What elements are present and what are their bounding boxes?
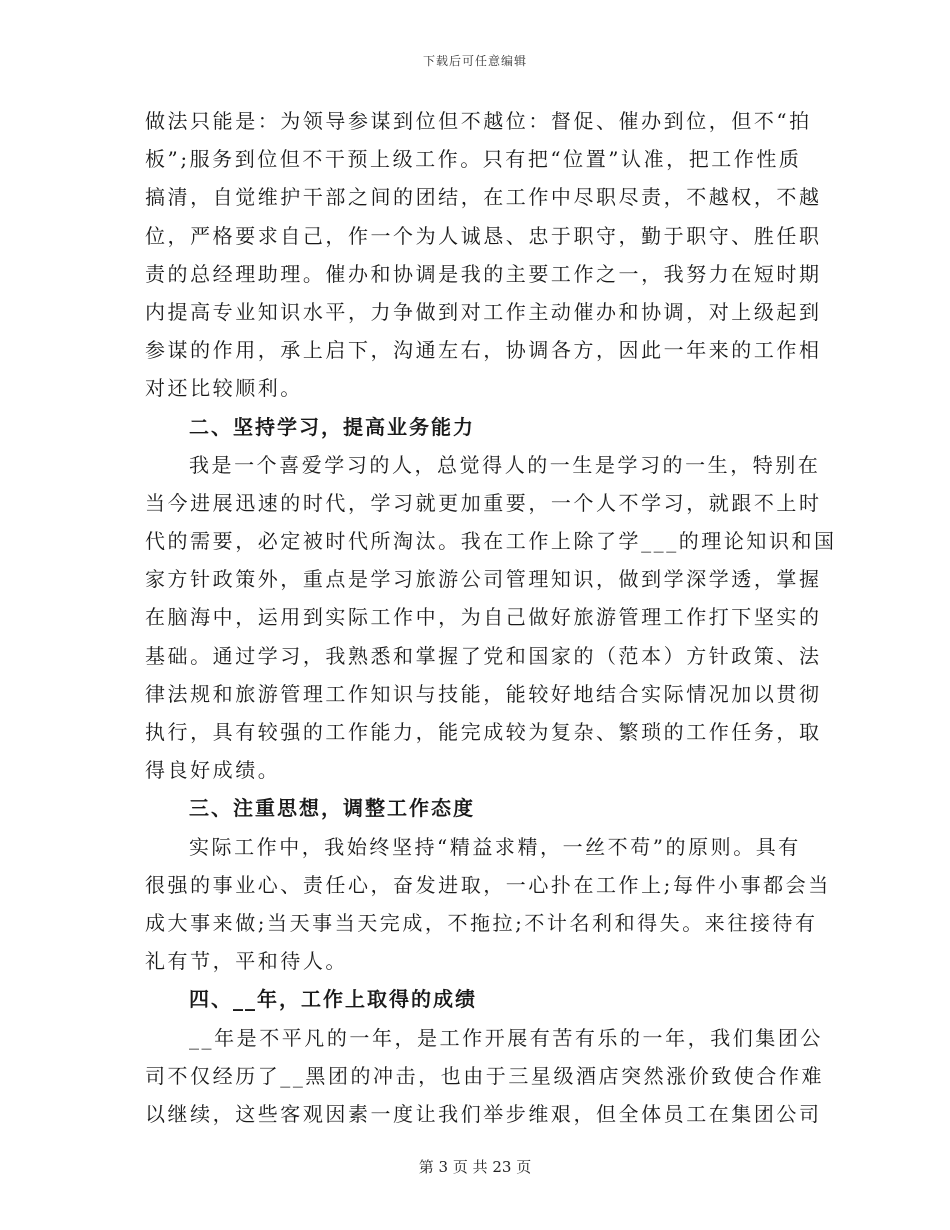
paragraph-line: 当今进展迅速的时代，学习就更加重要，一个人不学习，就跟不上时	[145, 490, 822, 515]
paragraph-line: 做法只能是：为领导参谋到位但不越位：督促、催办到位，但不“拍	[145, 109, 812, 133]
paragraph-line: 很强的事业心、责任心，奋发进取，一心扑在工作上;每件小事都会当	[145, 872, 831, 897]
paragraph-line: 我是一个喜爱学习的人，总觉得人的一生是学习的一生，特别在	[189, 452, 821, 477]
paragraph-line: 成大事来做;当天事当天完成，不拖拉;不计名利和得失。来往接待有	[145, 910, 818, 935]
paragraph-line: 责的总经理助理。催办和协调是我的主要工作之一，我努力在短时期	[145, 261, 822, 286]
paragraph-line: 代的需要，必定被时代所淘汰。我在工作上除了学___的理论知识和国	[145, 529, 837, 554]
paragraph-line: 位，严格要求自己，作一个为人诚恳、忠于职守，勤于职守、胜任职	[145, 223, 822, 248]
section-heading: 二、坚持学习，提高业务能力	[189, 414, 475, 439]
paragraph-line: 参谋的作用，承上启下，沟通左右，协调各方，因此一年来的工作相	[145, 338, 822, 363]
paragraph-line: 律法规和旅游管理工作知识与技能，能较好地结合实际情况加以贯彻	[145, 681, 822, 706]
page-header: 下载后可任意编辑	[422, 54, 527, 68]
paragraph-line: 礼有节，平和待人。	[145, 949, 348, 974]
paragraph-line: 在脑海中，运用到实际工作中，为自己做好旅游管理工作打下坚实的	[145, 605, 822, 630]
section-heading: 四、__年，工作上取得的成绩	[189, 987, 477, 1012]
paragraph-line: __年是不平凡的一年，是工作开展有苦有乐的一年，我们集团公	[189, 1025, 823, 1050]
paragraph-line: 执行，具有较强的工作能力，能完成较为复杂、繁琐的工作任务，取	[145, 720, 822, 744]
paragraph-line: 对还比较顺利。	[145, 376, 303, 401]
paragraph-line: 得良好成绩。	[145, 758, 281, 783]
paragraph-line: 内提高专业知识水平，力争做到对工作主动催办和协调，对上级起到	[145, 299, 822, 324]
page-number: 第 3 页 共 23 页	[418, 1158, 532, 1176]
section-heading: 三、注重思想，调整工作态度	[189, 796, 475, 821]
paragraph-line: 搞清，自觉维护干部之间的团结，在工作中尽职尽责，不越权，不越	[145, 185, 822, 210]
paragraph-line: 以继续，这些客观因素一度让我们举步维艰，但全体员工在集团公司	[145, 1101, 822, 1126]
paragraph-line: 板”;服务到位但不干预上级工作。只有把“位置”认准，把工作性质	[145, 147, 802, 172]
paragraph-line: 司不仅经历了__黑团的冲击，也由于三星级酒店突然涨价致使合作难	[145, 1063, 825, 1088]
paragraph-line: 家方针政策外，重点是学习旅游公司管理知识，做到学深学透，掌握	[145, 567, 822, 592]
document-body	[145, 102, 837, 1133]
paragraph-line: 实际工作中，我始终坚持“精益求精，一丝不苟”的原则。具有	[189, 834, 801, 859]
paragraph-line: 基础。通过学习，我熟悉和掌握了党和国家的（范本）方针政策、法	[145, 643, 822, 668]
